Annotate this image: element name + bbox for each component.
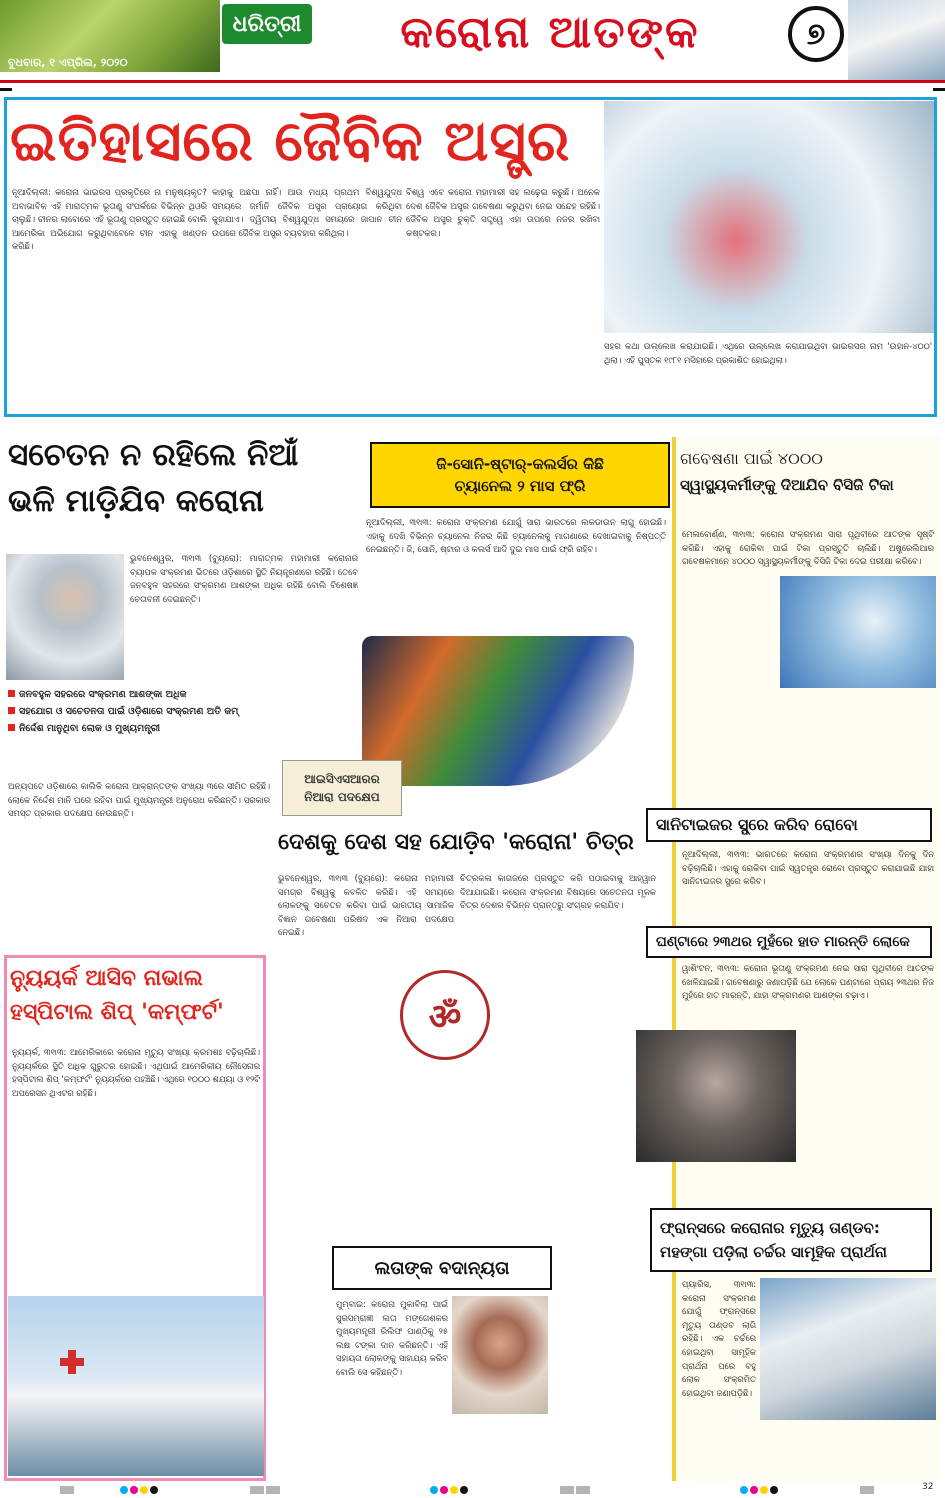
- alert-bullet: ଜନବହୁଳ ସହରରେ ସଂକ୍ରମଣ ଆଶଙ୍କା ଅଧିକ: [8, 688, 264, 701]
- bullet-square-icon: [8, 707, 15, 714]
- bio-weapon-headline: ଇତିହାସରେ ଜୈବିକ ଅସ୍ତ୍ର: [10, 109, 571, 174]
- robot-body: ନୂଆଦିଲ୍ଲୀ, ୩୧ା୩: ଭାରତରେ କରୋନା ସଂକ୍ରମଣର ସଂଖ୍ୟା ଦିନକୁ ଦିନ ବଢ଼ିଚାଲିଛି। ଏହାକୁ ରୋକିବା ପାଇଁ ସ୍ୱତନ୍ତ୍ର ରୋବୋ ପ୍ରସ୍ତୁତ କରାଯାଇଛି ଯାହା ସାନିଟାଇଜର ସ୍ପ୍ରେ କରିବ।: [682, 849, 934, 887]
- bullet-square-icon: [8, 724, 15, 731]
- red-cross-icon: [60, 1350, 84, 1374]
- icsr-banner: ଆଇସିଏସଆରର ନିଆରା ପଦକ୍ଷେପ: [282, 760, 402, 816]
- bio-weapon-column-3: ବିଶ୍ୱ ଏବେ କରୋନା ମହାମାରୀ ସହ ଲଢ଼େଇ କରୁଛି। ଅନେକ ଦେଶ ଜୈବିକ ଅସ୍ତ୍ର ଗବେଷଣା କରୁଥିବା ନେଇ ସନ୍ଦେହ ରହିଛି। ଜୈବିକ ଅସ୍ତ୍ର ଚୁକ୍ତି ସତ୍ତ୍ୱେ ଏହା ଉପରେ ନଜର ରଖିବା କଷ୍ଟକର।: [406, 187, 600, 238]
- section-title: କରୋନା ଆତଙ୍କ: [400, 6, 700, 58]
- grey-bars: [560, 1486, 590, 1494]
- cyan-dot: [120, 1486, 128, 1494]
- lata-body: ମୁମ୍ବାଇ: କରୋନା ମୁକାବିଲା ପାଇଁ ସୁରସମ୍ରାଜ୍ଞୀ ଲତା ମଙ୍ଗେଶକର ମୁଖ୍ୟମନ୍ତ୍ରୀ ରିଲିଫ ପାଣ୍ଠିକୁ ୨୫ ଲକ୍ଷ ଟଙ୍କା ଦାନ କରିଛନ୍ତି। ଏହି ସହାୟତା ଲୋକଙ୍କୁ ସାହାଯ୍ୟ କରିବ ବୋଲି ସେ କହିଛନ୍ତି।: [336, 1299, 448, 1377]
- issue-date: ବୁଧବାର, ୧ ଏପ୍ରିଲ, ୨୦୨୦: [8, 56, 128, 69]
- cmyk-dots: [430, 1486, 468, 1494]
- cyan-dot: [740, 1486, 748, 1494]
- bullet-square-icon: [8, 690, 15, 697]
- magenta-dot: [750, 1486, 758, 1494]
- bcg-body: ମେଲବୋର୍ଣ୍ଣ, ୩୧ା୩: କରୋନା ସଂକ୍ରମଣ ସାରା ପୃଥିବୀରେ ଆତଙ୍କ ସୃଷ୍ଟି କରିଛି। ଏହାକୁ ରୋକିବା ପାଇଁ ଟିକା ପ୍ରସ୍ତୁତି ଚାଲିଛି। ଅଷ୍ଟ୍ରେଲିଆର ଗବେଷକମାନେ ୪୦୦୦ ସ୍ୱାସ୍ଥ୍ୟକର୍ମୀଙ୍କୁ ବିସିଜି ଟିକା ଦେଇ ପରୀକ୍ଷା କରିବେ।: [682, 529, 934, 567]
- alert-bullet: ସହଯୋଗ ଓ ସଚେତନତା ପାଇଁ ଓଡ଼ିଶାରେ ସଂକ୍ରମଣ ଅତି କମ୍: [8, 705, 264, 718]
- lab-test-tubes-photo: [604, 101, 934, 333]
- distressed-woman-photo: [636, 1030, 796, 1162]
- magenta-dot: [440, 1486, 448, 1494]
- alert-body-continued: ଅନ୍ୟପଟେ ଓଡ଼ିଶାରେ କାଲିକି କରୋନା ଆକ୍ରାନ୍ତଙ୍କ ସଂଖ୍ୟା ୩ରେ ସୀମିତ ରହିଛି। ଲୋକେ ନିର୍ଦ୍ଦେଶ ମାନି ଘରେ ରହିବା ପାଇଁ ମୁଖ୍ୟମନ୍ତ୍ରୀ ଅନୁରୋଧ କରିଛନ୍ତି। ସରକାର ସମସ୍ତ ପ୍ରକାର ପଦକ୍ଷେପ ନେଉଛନ୍ତି।: [8, 781, 270, 819]
- icsr-emblem-icon: ॐ: [400, 970, 490, 1060]
- alert-body-text: ଭୁବନେଶ୍ୱର, ୩୧ା୩ (ବ୍ୟୁରୋ): ମାରାତ୍ମକ ମହାମାରୀ କରୋନାର ବ୍ୟାପକ ସଂକ୍ରମଣ ଭିତରେ ଓଡ଼ିଶାରେ ସ୍ଥିତି ନିୟନ୍ତ୍ରଣରେ ରହିଛି। ତେବେ ଜନବହୁଳ ସହରରେ ସଂକ୍ରମଣ ଆଶଙ୍କା ଅଧିକ ରହିଛି ବୋଲି ବିଶେଷଜ୍ଞ ଚେତାବନୀ ଦେଇଛନ୍ତି।: [130, 553, 358, 604]
- yellow-dot: [140, 1486, 148, 1494]
- face-touch-headline: ଘଣ୍ଟାରେ ୨୩ଥର ମୁହଁରେ ହାତ ମାରନ୍ତି ଲୋକେ: [646, 926, 932, 958]
- france-body: ପ୍ୟାରିସ, ୩୧ା୩: କରୋନା ସଂକ୍ରମଣ ଯୋଗୁଁ ଫ୍ରାନ୍ସରେ ମୃତ୍ୟୁ ତାଣ୍ଡବ ଲାଗି ରହିଛି। ଏକ ଚର୍ଚ୍ଚରେ ହୋଇଥିବା ସାମୂହିକ ପ୍ରାର୍ଥନା ପରେ ବହୁ ଲୋକ ସଂକ୍ରମିତ ହୋଇଥିବା ଜଣାପଡ଼ିଛି।: [682, 1279, 756, 1398]
- bio-weapon-column-1: ନୂଆଦିଲ୍ଲୀ: କରୋନା ଭାଇରସ ପ୍ରକୃତିରେ ନା ମନୁଷ୍ୟକୃତ? ଅବାଭାବିକ ଏହି ମାରାତ୍ମକ ଭୂତାଣୁ ସଂପର୍କରେ ବିଭିନ୍ନ ଥିଓରି ଚାଲୁଛି। ଚୀନର ଲାବୋରେ ଏହି ଭୂତାଣୁ ପ୍ରସ୍ତୁତ ହୋଇଛି ବୋଲି ଆମେରିକା ଅଭିଯୋଗ କରୁଥିବାବେଳେ ଚୀନ ଏହାକୁ ଖଣ୍ଡନ କରିଛି।: [12, 187, 207, 252]
- black-dot: [150, 1486, 158, 1494]
- black-dot: [770, 1486, 778, 1494]
- page-code: 32: [922, 1482, 934, 1492]
- bio-weapon-column-2: କାହାକୁ ଅଛପା ନାହିଁ। ଆଉ ମଧ୍ୟ ପ୍ରଥମ ବିଶ୍ୱଯୁଦ୍ଧ ସମୟରେ ଜର୍ମାନି ଜୈବିକ ଅସ୍ତ୍ର ପ୍ରୟୋଗ କରିଥିବା କୁହାଯାଏ। ଦ୍ୱିତୀୟ ବିଶ୍ୱଯୁଦ୍ଧ ସମୟରେ ଜାପାନ ଚୀନ ଉପରେ ଜୈବିକ ଅସ୍ତ୍ର ବ୍ୟବହାର କରିଥିଲା।: [212, 187, 402, 238]
- france-headline: ଫ୍ରାନ୍ସରେ କରୋନାର ମୃତ୍ୟୁ ତାଣ୍ଡବ: ମହଙ୍ଗା ପଡ଼ିଲା ଚର୍ଚ୍ଚର ସାମୂହିକ ପ୍ରାର୍ଥନା: [650, 1208, 932, 1272]
- cyan-dot: [430, 1486, 438, 1494]
- grey-bars: [860, 1486, 874, 1494]
- magenta-dot: [130, 1486, 138, 1494]
- brand-logo: ଧରିତ୍ରୀ: [222, 4, 312, 44]
- lata-headline: ଲତାଙ୍କ ବଦାନ୍ୟତା: [332, 1246, 552, 1290]
- lata-portrait-photo: [452, 1296, 548, 1414]
- speaker-photo: [6, 554, 124, 680]
- black-dot: [460, 1486, 468, 1494]
- icsr-column-2: ଚିତ୍ରକଳା କାଗଜରେ ପ୍ରସ୍ତୁତ କରି ପଠାଇବାକୁ ଆହ୍ୱାନ ଦିଆଯାଇଛି। କରୋନା ସଂକ୍ରମଣ ବିଷୟରେ ସଚେତନତା ମୂଳକ ଚିତ୍ର ଦେଶର ବିଭିନ୍ନ ପ୍ରାନ୍ତରୁ ସଂଗ୍ରହ କରାଯିବ।: [460, 873, 656, 911]
- newyork-body: ନ୍ୟୁୟର୍କ, ୩୧ା୩: ଆମେରିକାରେ କରୋନା ମୃତ୍ୟୁ ସଂଖ୍ୟା କ୍ରମଶଃ ବଢ଼ିଚାଲିଛି। ନ୍ୟୁୟର୍କରେ ସ୍ଥିତି ଅଧିକ ଗୁରୁତର ହୋଇଛି। ଏଥିପାଇଁ ଆମେରିକୀୟ ନୌସେନାର ହସ୍ପିଟାଲ ଶିପ୍ 'କମ୍ଫର୍ଟ' ନ୍ୟୁୟର୍କରେ ପହଞ୍ଚିଛି। ଏଥିରେ ୧୦୦୦ ଶଯ୍ୟା ଓ ୧୨ଟି ଅପରେସନ ଥିଏଟର ରହିଛି।: [12, 1047, 260, 1098]
- grey-bars: [60, 1486, 74, 1494]
- bio-weapon-column-4: ସହର କଥା ଉଲ୍ଲେଖ କରାଯାଇଛି। ଏଥିରେ ଉଲ୍ଲେଖ କରାଯାଇଥିବା ଭାଇରସର ନାମ 'ଉହାନ-୪୦୦' ଥିଲା। ଏହି ପୁସ୍ତକ ୧୯୮୧ ମସିହାରେ ପ୍ରକାଶିତ ହୋଇଥିଲା।: [604, 341, 932, 365]
- hospital-ship-photo: [8, 1296, 264, 1476]
- newyork-headline: ନ୍ୟୁୟର୍କ ଆସିବ ନାଭାଲ ହସ୍ପିଟାଲ ଶିପ୍ 'କମ୍ଫର୍ଟ': [10, 966, 224, 1025]
- crop-mark: [0, 88, 12, 91]
- yellow-dot: [760, 1486, 768, 1494]
- page-number: ୭: [788, 6, 844, 62]
- robot-headline: ସାନିଟାଇଜର ସ୍ପ୍ରେ କରିବ ରୋବୋ: [646, 808, 932, 842]
- grey-bars: [250, 1486, 280, 1494]
- free-channels-banner: ଜି-ସୋନି-ଷ୍ଟାର୍-କଲର୍ସର କିଛି ଚ୍ୟାନେଲ ୨ ମାସ ଫ୍ରି: [370, 442, 670, 508]
- tv-remote-photo: [362, 636, 634, 786]
- alert-bullet: ନିର୍ଦ୍ଦେଶ ମାନୁଥିବା ଲୋକ ଓ ମୁଖ୍ୟମନ୍ତ୍ରୀ: [8, 722, 264, 735]
- face-touch-body: ୱାଶିଂଟନ, ୩୧ା୩: କରୋନା ଭୂତାଣୁ ସଂକ୍ରମଣ ନେଇ ସାରା ପୃଥିବୀରେ ଆତଙ୍କ ଖେଳିଯାଇଛି। ଗବେଷଣାରୁ ଜଣାପଡ଼ିଛି ଯେ ଲୋକେ ଘଣ୍ଟାରେ ପ୍ରାୟ ୨୩ଥର ନିଜ ମୁହଁରେ ହାତ ମାରନ୍ତି, ଯାହା ସଂକ୍ରମଣର ଆଶଙ୍କା ବଢ଼ାଏ।: [682, 963, 934, 1001]
- cmyk-dots: [740, 1486, 778, 1494]
- yellow-dot: [450, 1486, 458, 1494]
- header-divider: [0, 80, 945, 83]
- bcg-headline: ଗବେଷଣା ପାଇଁ ୪୦୦୦ ସ୍ୱାସ୍ଥ୍ୟକର୍ମୀଙ୍କୁ ଦିଆଯିବ ବିସିଜି ଟିକା: [680, 449, 894, 494]
- icsr-headline: ଦେଶକୁ ଦେଶ ସହ ଯୋଡ଼ିବ 'କରୋନା' ଚିତ୍ର: [278, 829, 634, 855]
- free-channels-body: ନୂଆଦିଲ୍ଲୀ, ୩୧ା୩: କରୋନା ସଂକ୍ରମଣ ଯୋଗୁଁ ସାରା ଭାରତରେ ଲକଡାଉନ ଲାଗୁ ହୋଇଛି। ଏହାକୁ ଦେଖି ବିଭିନ୍ନ ଚ୍ୟାନେଲ ନିଜର କିଛି ଚ୍ୟାନେଲକୁ ମାଗଣାରେ ଦେଖାଇବାକୁ ନିଷ୍ପତ୍ତି ନେଇଛନ୍ତି। ଜି, ସୋନି, ଷ୍ଟାର ଓ କଲର୍ସ ଆଦି ଦୁଇ ମାସ ପାଇଁ ଫ୍ରି ରହିବ।: [366, 517, 666, 555]
- vaccine-syringe-photo: [780, 576, 936, 688]
- cmyk-dots: [120, 1486, 158, 1494]
- header-masked-person-photo: [848, 0, 945, 80]
- hospital-ward-photo: [760, 1278, 936, 1420]
- alert-headline: ସଚେତନ ନ ରହିଲେ ନିଆଁ ଭଳି ମାଡ଼ିଯିବ କରୋନା: [8, 437, 299, 519]
- crop-mark: [933, 88, 945, 91]
- icsr-column-1: ଭୁବନେଶ୍ୱର, ୩୧ା୩ (ବ୍ୟୁରୋ): କରୋନା ମହାମାରୀ ସମଗ୍ର ବିଶ୍ୱକୁ କବଳିତ କରିଛି। ଏହି ସମୟରେ ଲୋକଙ୍କୁ ସଚେତନ କରିବା ପାଇଁ ଭାରତୀୟ ସାମାଜିକ ବିଜ୍ଞାନ ଗବେଷଣା ପରିଷଦ ଏକ ନିଆରା ପଦକ୍ଷେପ ନେଇଛି।: [278, 873, 454, 938]
